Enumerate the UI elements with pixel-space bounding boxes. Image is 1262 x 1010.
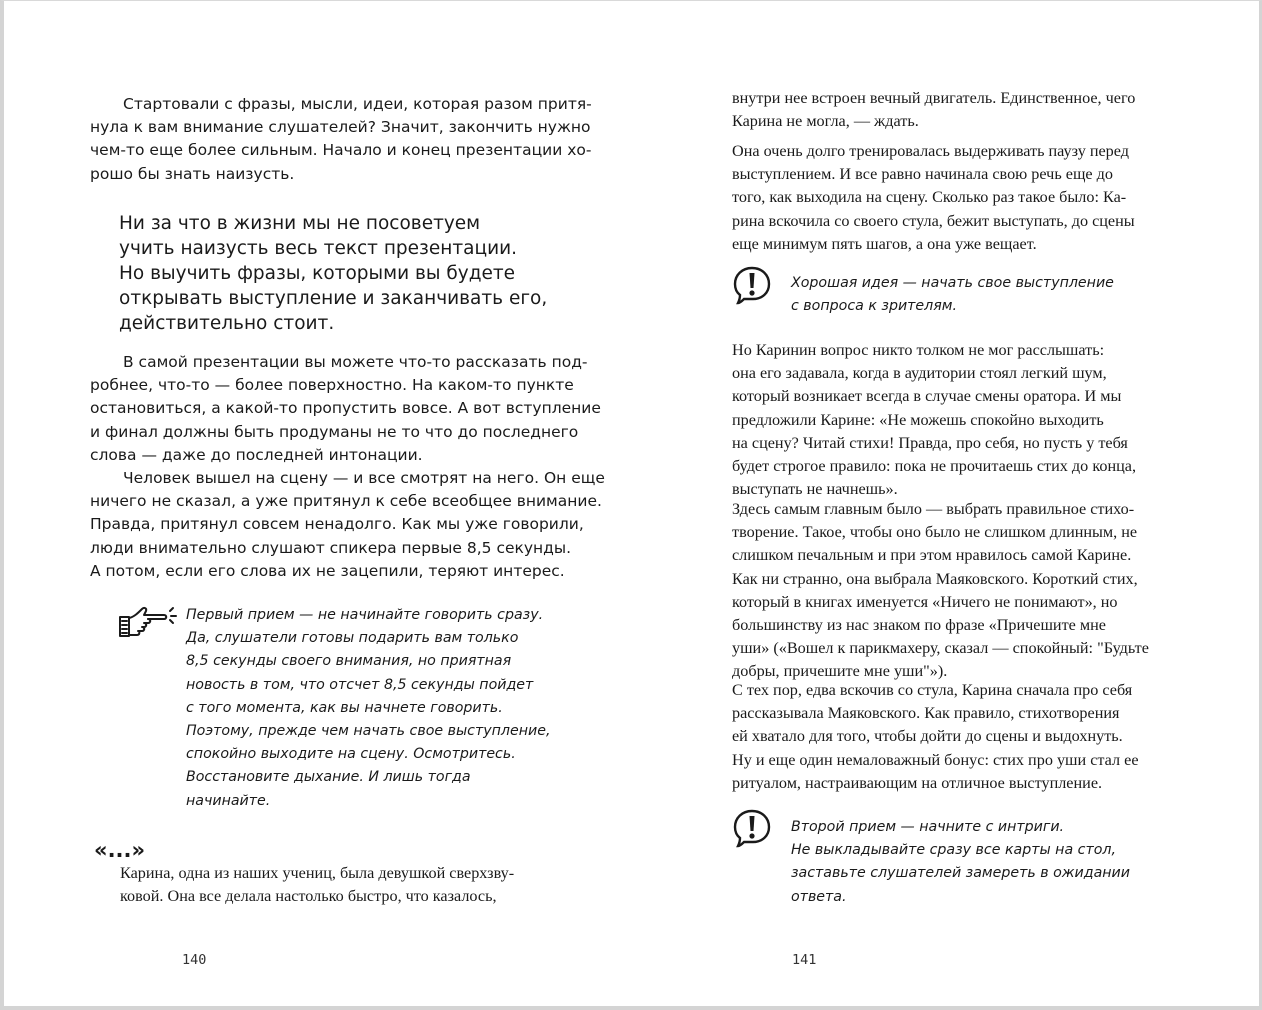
text-line: Правда, притянул совсем ненадолго. Как мы уже говорили, bbox=[90, 515, 584, 534]
page-number-left: 140 bbox=[182, 952, 207, 968]
text-line: внутри нее встроен вечный двигатель. Единственное, чего bbox=[732, 89, 1136, 107]
text-line: 8,5 секунды своего внимания, но приятная bbox=[186, 653, 512, 670]
text-line: предложили Карине: «Не можешь спокойно выходить bbox=[732, 410, 1104, 429]
text-line: Стартовали с фразы, мысли, идеи, которая разом притя- bbox=[123, 95, 592, 113]
text-line: на сцену? Читай стихи! Правда, про себя, но пусть у тебя bbox=[732, 433, 1128, 452]
text-line: будет строгое правило: пока не прочитаешь стих до конца, bbox=[732, 457, 1137, 476]
right-paragraph-5 bbox=[732, 679, 1172, 795]
right-paragraph-1 bbox=[732, 87, 1172, 133]
text-line: Карина не могла, — ждать. bbox=[732, 112, 919, 131]
right-page bbox=[630, 0, 1258, 1006]
pointing-hand-icon bbox=[116, 605, 180, 641]
tip-text bbox=[791, 816, 1171, 909]
left-paragraph-1 bbox=[90, 93, 592, 186]
text-line: с того момента, как вы начнете говорить. bbox=[186, 699, 503, 716]
text-line: Здесь самым главным было — выбрать правильное стихо- bbox=[732, 500, 1135, 518]
text-line: и финал должны быть продуманы не то что до последнего bbox=[90, 422, 579, 441]
left-page bbox=[4, 0, 630, 1006]
text-line: рошо бы знать наизусть. bbox=[90, 164, 295, 183]
text-line: Карина, одна из наших учениц, была девушкой сверхзву- bbox=[120, 864, 515, 882]
text-line: с вопроса к зрителям. bbox=[791, 298, 957, 315]
text-line: люди внимательно слушают спикера первые 8,5 секунды. bbox=[90, 538, 572, 557]
text-line: творение. Такое, чтобы оно было не слишком длинным, не bbox=[732, 523, 1138, 542]
exclamation-speech-bubble-icon bbox=[732, 265, 772, 305]
page-number-right: 141 bbox=[792, 952, 817, 968]
pull-quote bbox=[119, 211, 548, 336]
text-line: рассказывала Маяковского. Как правило, стихотворения bbox=[732, 704, 1120, 723]
text-line: нула к вам внимание слушателей? Значит, закончить нужно bbox=[90, 118, 591, 137]
text-line: Но Каринин вопрос никто толком не мог расслышать: bbox=[732, 341, 1105, 359]
text-line: робнее, что-то — более поверхностно. На каком-то пункте bbox=[90, 376, 574, 395]
right-paragraph-4 bbox=[732, 498, 1172, 684]
text-line: еще минимум пять шагов, а она уже вещает. bbox=[732, 234, 1037, 253]
text-line: В самой презентации вы можете что-то рассказать под- bbox=[123, 353, 588, 371]
text-line: ничего не сказал, а уже притянул к себе всеобщее внимание. bbox=[90, 492, 602, 511]
left-paragraph-3 bbox=[90, 467, 605, 583]
text-line: ритуалом, настраивающим на отличное выступление. bbox=[732, 773, 1103, 792]
text-line: спокойно выходите на сцену. Осмотритесь. bbox=[186, 746, 516, 763]
text-line: Да, слушатели готовы подарить вам только bbox=[186, 630, 519, 647]
text-line: остановиться, а какой-то пропустить вовсе. А вот вступление bbox=[90, 399, 601, 418]
text-line: слова — даже до последней интонации. bbox=[90, 445, 423, 464]
text-line: который в книгах именуется «Ничего не понимают», но bbox=[732, 592, 1118, 611]
text-line: учить наизусть весь текст презентации. bbox=[119, 238, 518, 259]
text-line: она его задавала, когда в аудитории стоял легкий шум, bbox=[732, 364, 1107, 383]
text-line: Человек вышел на сцену — и все смотрят на него. Он еще bbox=[123, 469, 605, 487]
text-line: открывать выступление и заканчивать его, bbox=[119, 288, 548, 309]
text-line: ковой. Она все делала настолько быстро, что казалось, bbox=[120, 887, 497, 906]
left-paragraph-4 bbox=[120, 862, 560, 908]
text-line: слишком печальным и при этом нравилось самой Карине. bbox=[732, 546, 1132, 565]
text-line: уши» («Вошел к парикмахеру, сказал — спокойный: "Будьте bbox=[732, 639, 1149, 658]
text-line: рина вскочила со своего стула, бежит выступать, до сцены bbox=[732, 211, 1135, 230]
text-line: выступать не начнешь». bbox=[732, 480, 898, 499]
text-line: ей хватало для того, чтобы дойти до сцены и выдохнуть. bbox=[732, 727, 1123, 746]
text-line: того, как выходила на сцену. Сколько раз такое было: Ка- bbox=[732, 188, 1127, 207]
text-line: Не выкладывайте сразу все карты на стол, bbox=[791, 842, 1116, 859]
text-line: Второй прием — начните с интриги. bbox=[791, 819, 1065, 835]
text-line: Как ни странно, она выбрала Маяковского. Короткий стих, bbox=[732, 569, 1138, 588]
text-line: ответа. bbox=[791, 888, 847, 905]
text-line: С тех пор, едва вскочив со стула, Карина сначала про себя bbox=[732, 681, 1133, 699]
text-line: Первый прием — не начинайте говорить сразу. bbox=[186, 607, 544, 623]
text-line: заставьте слушателей замереть в ожидании bbox=[791, 865, 1130, 882]
exclamation-speech-bubble-icon bbox=[732, 808, 772, 848]
right-paragraph-3 bbox=[732, 339, 1172, 501]
tip-text bbox=[791, 272, 1171, 318]
text-line: Она очень долго тренировалась выдерживать паузу перед bbox=[732, 142, 1129, 160]
text-line: большинству из нас знаком по фразе «Причешите мне bbox=[732, 616, 1106, 635]
text-line: Восстановите дыхание. И лишь тогда bbox=[186, 769, 471, 786]
text-line: начинайте. bbox=[186, 792, 271, 809]
text-line: Поэтому, прежде чем начать свое выступление, bbox=[186, 723, 551, 740]
omission-marker: «...» bbox=[94, 838, 146, 862]
text-line: действительно стоит. bbox=[119, 313, 335, 334]
text-line: Ну и еще один немаловажный бонус: стих про уши стал ее bbox=[732, 750, 1139, 769]
left-paragraph-2 bbox=[90, 351, 601, 467]
text-line: выступлением. И все равно начинала свою речь еще до bbox=[732, 165, 1113, 184]
tip-text bbox=[186, 604, 586, 813]
text-line: Ни за что в жизни мы не посоветуем bbox=[119, 213, 481, 234]
text-line: который возникает всегда в случае смены оратора. И мы bbox=[732, 387, 1122, 406]
text-line: Но выучить фразы, которыми вы будете bbox=[119, 263, 516, 284]
text-line: А потом, если его слова их не зацепили, теряют интерес. bbox=[90, 561, 565, 580]
text-line: Хорошая идея — начать свое выступление bbox=[791, 275, 1114, 291]
text-line: новость в том, что отсчет 8,5 секунды пойдет bbox=[186, 676, 534, 693]
right-paragraph-2 bbox=[732, 140, 1172, 256]
text-line: чем-то еще более сильным. Начало и конец презентации хо- bbox=[90, 141, 592, 160]
text-line: добры, причешите мне уши"»). bbox=[732, 662, 948, 681]
